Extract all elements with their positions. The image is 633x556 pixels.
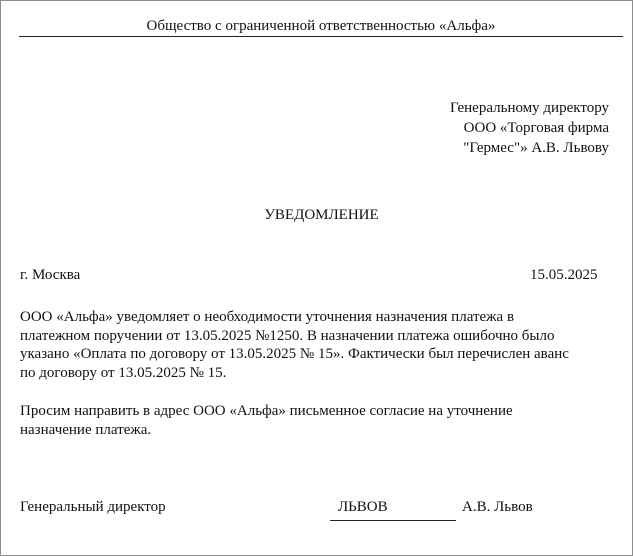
signature-line [330,498,456,521]
paragraph-line: Просим направить в адрес ООО «Альфа» письменное согласие на уточнение [20,403,513,419]
signer-position: Генеральный директор [20,499,166,515]
signature: ЛЬВОВ [338,499,388,515]
organization-header: Общество с ограниченной ответственностью «Альфа» [146,18,496,34]
header-divider [19,36,623,37]
signer-name: А.В. Львов [462,499,533,515]
document-place: г. Москва [20,267,81,283]
paragraph-line: по договору от 13.05.2025 № 15. [20,364,227,381]
paragraph-line: платежном поручении от 13.05.2025 №1250. В назначении платежа ошибочно было [20,327,555,344]
body-paragraph-1 [20,308,620,382]
document-date: 15.05.2025 [530,267,598,283]
addressee-line: ООО «Торговая фирма [463,120,609,136]
document-title: УВЕДОМЛЕНИЕ [264,207,379,223]
body-paragraph-2 [20,402,620,439]
paragraph-line: указано «Оплата по договору от 13.05.2025 № 15». Фактически был перечислен аванс [20,346,569,362]
paragraph-line: назначение платежа. [20,421,152,438]
addressee-line: Генеральному директору [449,100,609,116]
addressee-block [450,98,609,158]
paragraph-line: ООО «Альфа» уведомляет о необходимости уточнения назначения платежа в [20,309,515,325]
addressee-line: "Гермес"» А.В. Львову [463,140,609,156]
